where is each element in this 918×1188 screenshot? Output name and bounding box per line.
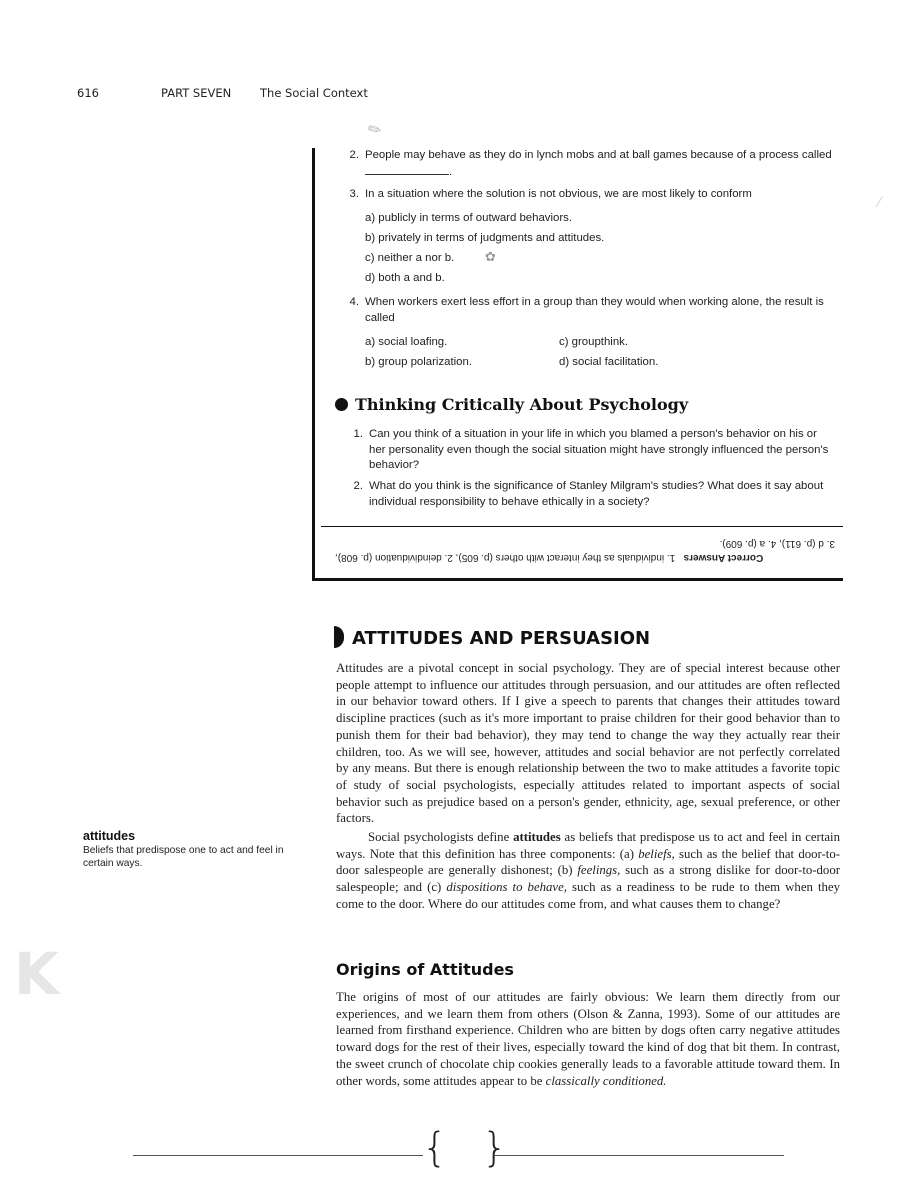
answer-option: b) group polarization. bbox=[365, 356, 473, 368]
question-number: 2. bbox=[349, 149, 359, 161]
section-heading: ATTITUDES AND PERSUASION bbox=[334, 626, 650, 649]
part-label: PART SEVEN bbox=[161, 86, 232, 100]
quiz-question-3 bbox=[345, 187, 837, 203]
page-number: 616 bbox=[77, 86, 99, 100]
scan-smudge: ⁄ bbox=[878, 195, 881, 211]
question-number: 1. bbox=[353, 428, 363, 440]
question-number: 2. bbox=[353, 480, 363, 492]
paragraph-2: Social psychologists define attitudes as beliefs that predispose us to act and feel in certain ways. Note that this definition has three components: (a) beliefs, such as the belief that door-to-door salespeople are generally dishonest; (b) feelings, such as a strong dislike for door-to-door salespeople; and (c) dispositions to behave, such as a readiness to be rude to them when they come to the door. Where do our attitudes come from, and what causes them to change? bbox=[336, 830, 841, 911]
box-divider bbox=[321, 526, 843, 527]
paragraph-3: The origins of most of our attitudes are fairly obvious: We learn them directly from our experiences, and we learn them from others (Olson & Zanna, 1993). Some of our attitudes are learned from firsthand experience. Children who are bitten by dogs often carry negative attitudes toward dogs for the rest of their lives, especially toward the kind of dog that bit them. In contrast, the sweet crunch of chocolate chip cookies generally leads to a favorable attitude toward them. In other words, some attitudes appear to be classically conditioned. bbox=[336, 990, 840, 1088]
answer-option: d) social facilitation. bbox=[559, 356, 659, 368]
answer-option: c) neither a nor b. bbox=[365, 252, 455, 264]
footer-brace-close: } bbox=[482, 1125, 508, 1171]
answers-line-1: 1. individuals as they interact with others (p. 605), 2. deindividuation (p. 608), bbox=[335, 552, 676, 563]
scan-smudge: ✿ bbox=[485, 250, 496, 265]
quiz-question-2 bbox=[345, 148, 837, 180]
correct-answers-upside-down bbox=[335, 536, 835, 564]
footer-rule-right bbox=[494, 1155, 784, 1156]
footer-brace-open: { bbox=[422, 1125, 448, 1171]
chapter-title: The Social Context bbox=[260, 86, 368, 100]
question-text: When workers exert less effort in a group than they would when working alone, the result is called bbox=[365, 296, 824, 324]
answers-label: Correct Answers bbox=[683, 552, 764, 563]
footer-rule-left bbox=[133, 1155, 423, 1156]
question-text: People may behave as they do in lynch mobs and at ball games because of a process called bbox=[365, 149, 832, 161]
question-number: 4. bbox=[349, 296, 359, 308]
question-text: What do you think is the significance of Stanley Milgram's studies? What does it say about individual responsibility to behave ethically in a society? bbox=[369, 480, 824, 508]
critical-thinking-heading: Thinking Critically About Psychology bbox=[335, 395, 688, 414]
question-text: In a situation where the solution is not obvious, we are most likely to conform bbox=[365, 188, 752, 200]
subsection-heading: Origins of Attitudes bbox=[336, 960, 514, 979]
answer-blank bbox=[365, 164, 449, 175]
question-text-end: . bbox=[449, 165, 453, 178]
bullet-icon bbox=[335, 398, 348, 411]
answer-option: c) groupthink. bbox=[559, 336, 629, 348]
scan-smudge: K bbox=[14, 940, 59, 1008]
question-number: 3. bbox=[349, 188, 359, 200]
key-term: attitudes bbox=[513, 830, 561, 844]
question-text: Can you think of a situation in your life in which you blamed a person's behavior on his or her personality even though the social situation might have strongly influenced the person's behavior? bbox=[369, 428, 829, 471]
answer-option: d) both a and b. bbox=[365, 272, 445, 284]
quiz-question-4 bbox=[345, 295, 837, 326]
review-box bbox=[312, 148, 843, 581]
margin-term: attitudes bbox=[83, 829, 136, 843]
answers-line-2: 3. d (p. 611), 4. a (p. 609). bbox=[719, 538, 835, 549]
margin-definition: Beliefs that predispose one to act and feel in certain ways. bbox=[83, 845, 284, 869]
critical-question-1 bbox=[349, 427, 835, 474]
scan-smudge: ✎ bbox=[364, 117, 386, 142]
answer-option: a) social loafing. bbox=[365, 336, 448, 348]
half-circle-icon bbox=[334, 626, 344, 648]
critical-question-2 bbox=[349, 479, 835, 510]
answer-option: a) publicly in terms of outward behaviors. bbox=[365, 212, 573, 224]
answer-option: b) privately in terms of judgments and attitudes. bbox=[365, 232, 605, 244]
paragraph-1: Attitudes are a pivotal concept in social psychology. They are of special interest because other people attempt to influence our attitudes through persuasion, and our attitudes are often reflected in our behavior toward others. If I give a speech to parents that changes their attitudes toward discipline practices (such as it's more important to praise children for their good behavior than to punish them for their bad behavior), they may tend to change the way they actually rear their children, too. As we will see, however, attitudes and social behavior are not perfectly correlated by any means. But there is enough relationship between the two to make attitudes a favorite topic of study of social psychologists, especially attitudes related to important aspects of social behavior such as prejudice based on a person's gender, ethnicity, age, sexual preference, or other factors. bbox=[336, 661, 840, 826]
